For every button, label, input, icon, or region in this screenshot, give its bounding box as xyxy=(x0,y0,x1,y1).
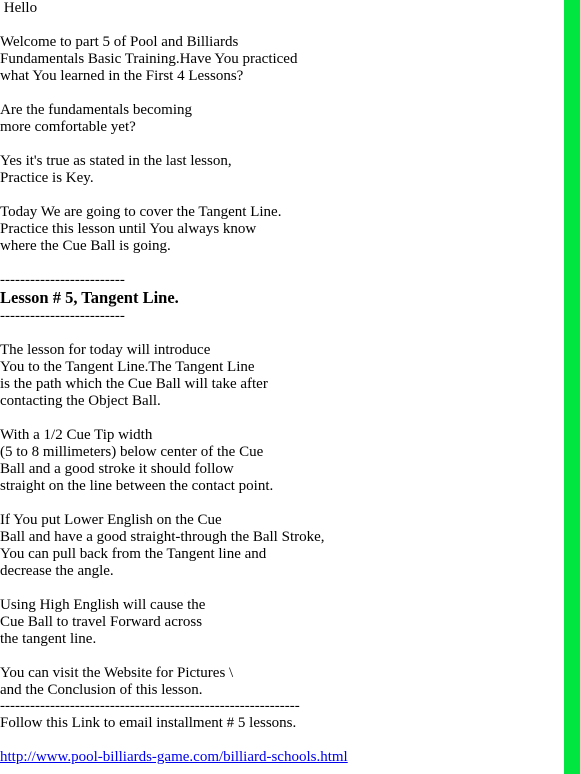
cue-tip-line-3: Ball and a good stroke it should follow xyxy=(0,461,234,477)
lesson-intro-line-3: is the path which the Cue Ball will take after xyxy=(0,376,268,392)
today-line-2: Practice this lesson until You always know xyxy=(0,221,257,237)
divider-top: ------------------------- xyxy=(0,272,125,288)
intro-line-3: what You learned in the First 4 Lessons? xyxy=(0,68,244,84)
cue-tip-line-2: (5 to 8 millimeters) below center of the Cue xyxy=(0,444,264,460)
lesson-intro-line-2: You to the Tangent Line.The Tangent Line xyxy=(0,359,255,375)
lower-english-line-2: Ball and have a good straight-through the Ball Stroke, xyxy=(0,529,325,545)
visit-line-1: You can visit the Website for Pictures \ xyxy=(0,665,234,681)
practice-line-1: Yes it's true as stated in the last lesson, xyxy=(0,153,232,169)
today-line-3: where the Cue Ball is going. xyxy=(0,238,171,254)
high-english-line-1: Using High English will cause the xyxy=(0,597,206,613)
intro-line-2: Fundamentals Basic Training.Have You practiced xyxy=(0,51,298,67)
divider-bottom: ------------------------- xyxy=(0,308,125,324)
intro-line-1: Welcome to part 5 of Pool and Billiards xyxy=(0,34,239,50)
greeting: Hello xyxy=(0,0,38,16)
long-divider: ------------------------------------------------------------ xyxy=(0,698,300,714)
lower-english-line-4: decrease the angle. xyxy=(0,563,114,579)
practice-line-2: Practice is Key. xyxy=(0,170,94,186)
lesson-intro-line-4: contacting the Object Ball. xyxy=(0,393,161,409)
lesson-title: Lesson # 5, Tangent Line. xyxy=(0,288,179,307)
lower-english-line-1: If You put Lower English on the Cue xyxy=(0,512,222,528)
today-line-1: Today We are going to cover the Tangent Line. xyxy=(0,204,282,220)
high-english-line-2: Cue Ball to travel Forward across xyxy=(0,614,203,630)
lesson-intro-line-1: The lesson for today will introduce xyxy=(0,342,211,358)
school-link[interactable]: http://www.pool-billiards-game.com/billiard-schools.html xyxy=(0,749,348,765)
lower-english-line-3: You can pull back from the Tangent line and xyxy=(0,546,267,562)
side-accent-bar xyxy=(564,0,580,774)
cue-tip-line-4: straight on the line between the contact point. xyxy=(0,478,274,494)
follow-link-text: Follow this Link to email installment # 5 lessons. xyxy=(0,715,297,731)
visit-line-2: and the Conclusion of this lesson. xyxy=(0,682,203,698)
cue-tip-line-1: With a 1/2 Cue Tip width xyxy=(0,427,153,443)
high-english-line-3: the tangent line. xyxy=(0,631,97,647)
fundamentals-line-2: more comfortable yet? xyxy=(0,119,136,135)
fundamentals-line-1: Are the fundamentals becoming xyxy=(0,102,193,118)
